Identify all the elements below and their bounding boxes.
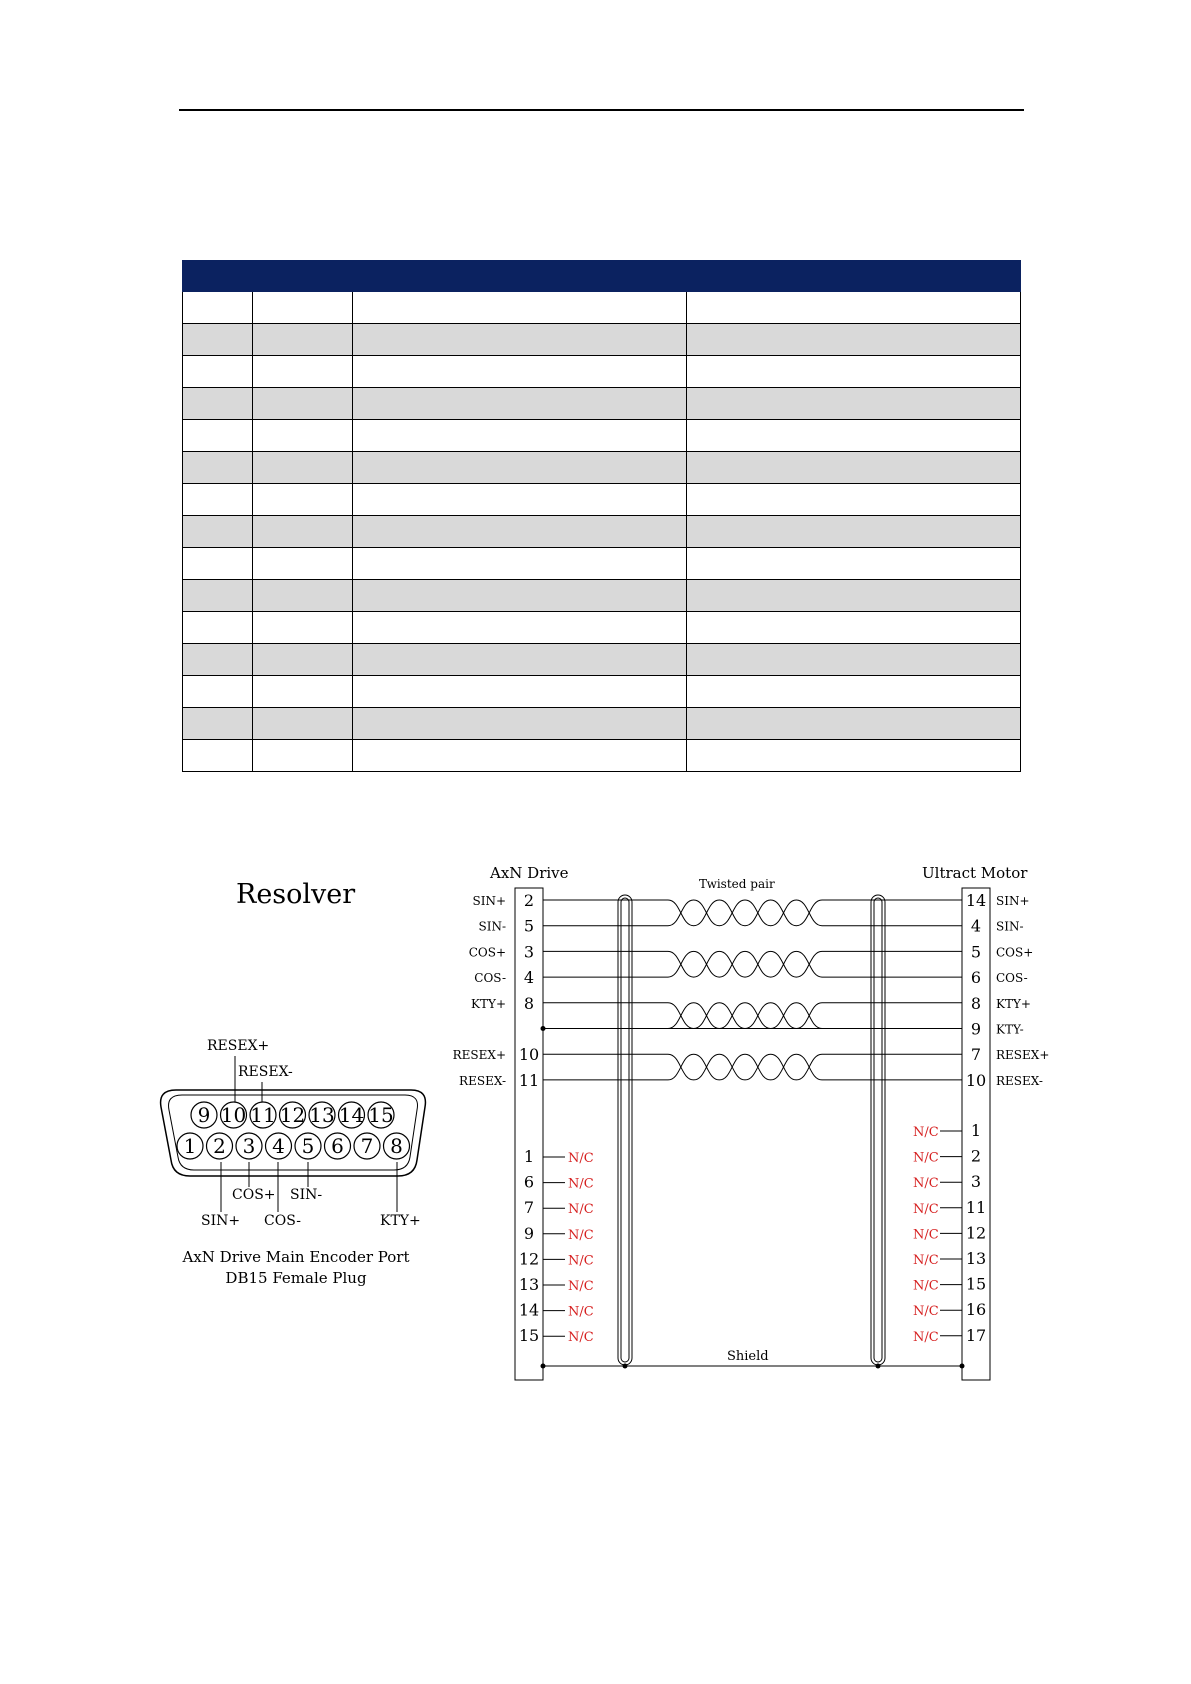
pin-number: 12 (279, 1103, 306, 1127)
twisted-pair-strand-a (668, 1003, 822, 1029)
connector-title: Resolver (236, 879, 356, 910)
drive-signal-label: SIN+ (472, 894, 506, 908)
motor-pin-number: 9 (970, 1019, 982, 1039)
pin-number: 11 (250, 1103, 276, 1127)
motor-pin-number: 10 (965, 1070, 987, 1090)
pin-number: 2 (213, 1134, 226, 1158)
nc-label: N/C (913, 1278, 939, 1294)
label-resex-minus: RESEX- (238, 1064, 293, 1080)
nc-label: N/C (913, 1176, 939, 1192)
pin-number: 6 (331, 1134, 344, 1158)
drive-shield-tube (618, 895, 632, 1365)
nc-label: N/C (568, 1330, 594, 1346)
pin-number: 9 (197, 1103, 211, 1127)
drive-signal-label: RESEX- (459, 1073, 506, 1088)
drive-pin-number: 3 (523, 942, 535, 962)
drive-signal-label: COS+ (468, 945, 506, 960)
pin-number: 1 (183, 1134, 197, 1158)
drive-nc-pins (519, 1147, 594, 1345)
pin-number: 5 (301, 1134, 315, 1158)
pin-number: 4 (272, 1134, 285, 1158)
motor-signal-label: COS+ (996, 945, 1034, 960)
motor-nc-pin-number: 3 (970, 1172, 982, 1192)
motor-shield-tube (871, 895, 885, 1365)
label-sin-plus: SIN+ (201, 1213, 241, 1229)
drive-nc-pin-number: 15 (518, 1326, 540, 1346)
drive-title: AxN Drive (490, 864, 569, 882)
twisted-pair-strand-b (668, 1054, 822, 1080)
nc-label: N/C (913, 1227, 939, 1243)
pin-number: 14 (338, 1103, 365, 1127)
motor-signal-label: COS- (996, 971, 1028, 986)
bottom-pin-row (177, 1133, 410, 1159)
motor-signal-label: SIN+ (996, 894, 1030, 908)
twisted-pair-strand-b (668, 951, 822, 977)
shield-dot-left (623, 1364, 628, 1369)
drive-nc-pin-number: 14 (518, 1300, 540, 1320)
pin-number: 7 (360, 1134, 374, 1158)
motor-nc-pin-number: 12 (965, 1223, 987, 1243)
motor-pin-number: 14 (965, 891, 987, 910)
motor-nc-pin-number: 15 (965, 1274, 987, 1294)
nc-label: N/C (913, 1304, 939, 1320)
drive-pin-number: 4 (523, 968, 535, 988)
wire-junction-dot (541, 1026, 546, 1031)
shield-dot-motor (960, 1364, 965, 1369)
nc-label: N/C (913, 1150, 939, 1166)
drive-pin-number: 8 (523, 993, 535, 1013)
drive-nc-pin-number: 6 (523, 1172, 535, 1192)
pin-number: 15 (368, 1103, 394, 1127)
twisted-pair-strand-a (668, 1054, 822, 1080)
shield-label: Shield (727, 1349, 769, 1364)
nc-label: N/C (568, 1151, 594, 1166)
drive-pin-number: 10 (518, 1045, 540, 1065)
connector-caption-line1: AxN Drive Main Encoder Port (182, 1248, 410, 1266)
motor-nc-pin-number: 2 (970, 1146, 982, 1166)
motor-nc-pin-number: 13 (965, 1249, 987, 1268)
twisted-pair-strand-a (668, 951, 822, 977)
twisted-pair-strand-b (668, 1003, 822, 1029)
motor-pin-number: 8 (970, 993, 982, 1013)
motor-signal-label: SIN- (996, 919, 1024, 934)
pin-number: 8 (390, 1134, 403, 1158)
drive-signal-label: RESEX+ (452, 1048, 506, 1063)
motor-nc-pin-number: 11 (965, 1197, 987, 1217)
twisted-pair-strand-a (668, 900, 822, 926)
shield-dot-drive (541, 1364, 546, 1369)
drive-nc-pin-number: 13 (518, 1275, 540, 1294)
nc-label: N/C (568, 1304, 594, 1320)
pin-number: 3 (242, 1134, 256, 1158)
label-kty-plus: KTY+ (380, 1213, 421, 1229)
connector-caption-line2: DB15 Female Plug (225, 1269, 367, 1287)
drive-nc-pin-number: 12 (518, 1249, 540, 1269)
nc-label: N/C (913, 1125, 939, 1140)
drive-nc-pin-number: 1 (523, 1147, 535, 1166)
signal-rows (453, 891, 1050, 1090)
twisted-pair-label: Twisted pair (699, 877, 775, 891)
label-resex-plus: RESEX+ (207, 1038, 270, 1054)
drive-shield-tube-inner (621, 898, 629, 1362)
motor-signal-label: KTY- (996, 1022, 1024, 1037)
nc-label: N/C (913, 1329, 939, 1345)
motor-signal-label: RESEX+ (996, 1048, 1050, 1063)
drive-signal-label: KTY+ (471, 996, 506, 1011)
label-sin-minus: SIN- (290, 1187, 323, 1203)
drive-pin-number: 5 (523, 916, 535, 936)
pin-number: 10 (220, 1103, 247, 1127)
nc-label: N/C (568, 1253, 594, 1269)
motor-pin-number: 6 (970, 968, 982, 988)
motor-nc-pin-number: 17 (965, 1325, 987, 1345)
drive-signal-label: SIN- (478, 919, 506, 934)
pin-number: 13 (309, 1103, 335, 1127)
motor-pin-number: 5 (970, 942, 982, 962)
motor-nc-pin-number: 16 (965, 1300, 987, 1320)
shield-dot-right (876, 1364, 881, 1369)
twisted-pair-strand-b (668, 900, 822, 926)
motor-nc-pin-number: 1 (970, 1121, 982, 1140)
motor-pin-number: 4 (970, 916, 982, 936)
drive-pin-number: 2 (523, 891, 535, 910)
nc-label: N/C (568, 1227, 594, 1243)
drive-nc-pin-number: 7 (523, 1198, 535, 1218)
drive-signal-label: COS- (474, 971, 506, 986)
drive-pin-number: 11 (518, 1070, 540, 1090)
nc-label: N/C (913, 1253, 939, 1268)
label-cos-plus: COS+ (232, 1187, 276, 1203)
nc-label: N/C (568, 1202, 594, 1218)
label-cos-minus: COS- (264, 1213, 302, 1229)
nc-label: N/C (913, 1201, 939, 1217)
motor-nc-pins (913, 1121, 986, 1345)
drive-nc-pin-number: 9 (523, 1223, 535, 1243)
top-pin-row (191, 1102, 394, 1128)
motor-signal-label: RESEX- (996, 1073, 1043, 1088)
motor-pin-number: 7 (970, 1045, 982, 1065)
nc-label: N/C (568, 1279, 594, 1294)
motor-signal-label: KTY+ (996, 996, 1031, 1011)
motor-title: Ultract Motor (922, 864, 1028, 882)
twisted-pairs (668, 900, 822, 1080)
nc-label: N/C (568, 1176, 594, 1192)
motor-shield-tube-inner (874, 898, 882, 1362)
